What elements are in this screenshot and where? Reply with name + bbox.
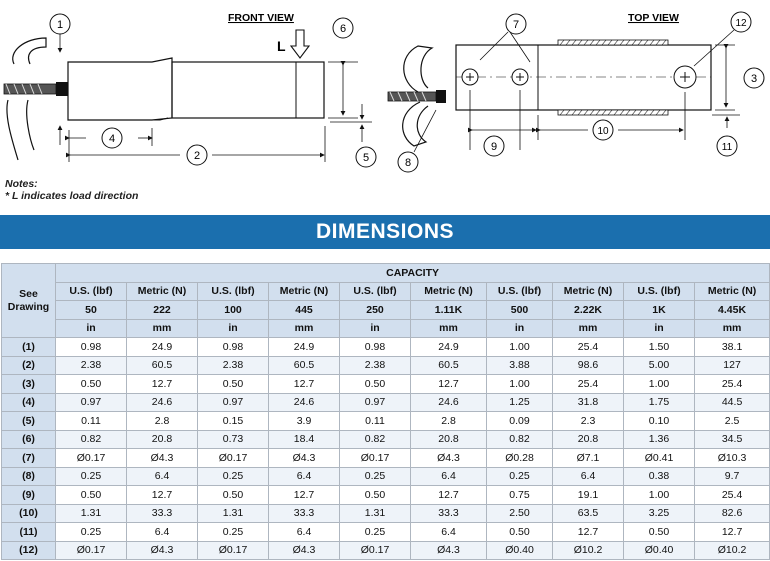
table-cell: Ø0.17	[198, 541, 269, 560]
table-cell: 24.6	[411, 393, 487, 412]
unit-header-cell: U.S. (lbf)	[198, 282, 269, 301]
svg-text:4: 4	[108, 133, 116, 145]
table-cell: 38.1	[695, 338, 770, 357]
table-cell: 0.11	[56, 412, 127, 431]
unit-header-row	[2, 282, 770, 301]
capacity-values-cell: 4.45K	[695, 301, 770, 320]
table-cell: 12.7	[411, 486, 487, 505]
table-cell: 0.38	[624, 467, 695, 486]
table-cell: 2.38	[340, 356, 411, 375]
length-unit-row	[2, 319, 770, 338]
table-cell: 98.6	[553, 356, 624, 375]
top-dimension-lines	[414, 30, 740, 152]
svg-text:1: 1	[56, 19, 64, 31]
table-cell: 0.97	[198, 393, 269, 412]
unit-header-cell: Metric (N)	[269, 282, 340, 301]
table-cell: 6.4	[127, 523, 198, 542]
table-cell: 0.25	[340, 467, 411, 486]
table-cell: 2.8	[411, 412, 487, 431]
svg-text:5: 5	[362, 152, 370, 164]
table-cell: 20.8	[127, 430, 198, 449]
table-cell: 25.4	[695, 375, 770, 394]
table-cell: 0.50	[56, 486, 127, 505]
unit-header-cell: U.S. (lbf)	[624, 282, 695, 301]
table-cell: Ø0.17	[340, 541, 411, 560]
callout-6	[333, 18, 353, 38]
table-cell: 44.5	[695, 393, 770, 412]
table-cell: Ø10.2	[695, 541, 770, 560]
front-cable	[4, 38, 68, 160]
svg-text:9: 9	[490, 141, 498, 153]
table-cell: 0.82	[340, 430, 411, 449]
length-unit-cell: mm	[127, 319, 198, 338]
svg-text:12: 12	[735, 18, 747, 29]
table-cell: 25.4	[695, 486, 770, 505]
table-cell: 12.7	[127, 375, 198, 394]
table-cell: Ø0.28	[487, 449, 553, 468]
table-cell: 0.98	[56, 338, 127, 357]
table-cell: 20.8	[553, 430, 624, 449]
table-cell: Ø10.2	[553, 541, 624, 560]
capacity-values-cell: 2.22K	[553, 301, 624, 320]
table-cell: 0.25	[56, 523, 127, 542]
unit-header-cell: U.S. (lbf)	[56, 282, 127, 301]
table-cell: 12.7	[553, 523, 624, 542]
table-cell: 3.25	[624, 504, 695, 523]
table-cell: Ø0.17	[56, 449, 127, 468]
callout-9	[484, 136, 504, 156]
table-cell: 0.50	[340, 486, 411, 505]
table-cell: 1.31	[340, 504, 411, 523]
table-cell: 60.5	[127, 356, 198, 375]
svg-text:6: 6	[339, 23, 347, 35]
length-unit-cell: in	[198, 319, 269, 338]
see-drawing-header: See Drawing	[2, 264, 56, 338]
row-label: (1)	[2, 338, 56, 357]
capacity-header: CAPACITY	[56, 264, 770, 283]
table-cell: 0.25	[340, 523, 411, 542]
table-row	[2, 430, 770, 449]
length-unit-cell: in	[624, 319, 695, 338]
row-label: (5)	[2, 412, 56, 431]
top-body	[456, 40, 711, 115]
callout-3	[744, 68, 764, 88]
table-cell: 24.9	[269, 338, 340, 357]
table-row	[2, 541, 770, 560]
table-cell: 0.50	[56, 375, 127, 394]
svg-text:10: 10	[597, 126, 609, 137]
table-cell: 1.31	[198, 504, 269, 523]
table-cell: 2.5	[695, 412, 770, 431]
table-cell: 24.6	[269, 393, 340, 412]
table-cell: 0.97	[56, 393, 127, 412]
table-cell: 6.4	[269, 523, 340, 542]
table-row	[2, 356, 770, 375]
notes-title: Notes:	[5, 178, 38, 190]
length-unit-cell: in	[56, 319, 127, 338]
table-cell: 0.50	[340, 375, 411, 394]
table-cell: 0.97	[340, 393, 411, 412]
table-cell: 1.00	[624, 486, 695, 505]
table-cell: 6.4	[127, 467, 198, 486]
capacity-values-cell: 1K	[624, 301, 695, 320]
table-cell: 33.3	[269, 504, 340, 523]
callout-1	[50, 14, 70, 34]
table-cell: 1.31	[56, 504, 127, 523]
table-cell: Ø4.3	[269, 541, 340, 560]
capacity-values-cell: 445	[269, 301, 340, 320]
table-cell: 0.09	[487, 412, 553, 431]
table-cell: Ø0.40	[487, 541, 553, 560]
table-cell: 24.9	[411, 338, 487, 357]
table-cell: 19.1	[553, 486, 624, 505]
unit-header-cell: Metric (N)	[553, 282, 624, 301]
table-row	[2, 467, 770, 486]
table-cell: 1.25	[487, 393, 553, 412]
table-cell: 2.3	[553, 412, 624, 431]
callout-7	[506, 14, 526, 34]
table-cell: 6.4	[411, 467, 487, 486]
table-cell: 9.7	[695, 467, 770, 486]
table-cell: 25.4	[553, 375, 624, 394]
table-cell: 33.3	[127, 504, 198, 523]
table-cell: 12.7	[127, 486, 198, 505]
table-cell: Ø10.3	[695, 449, 770, 468]
table-cell: 60.5	[411, 356, 487, 375]
capacity-values-cell: 1.11K	[411, 301, 487, 320]
notes	[5, 178, 138, 202]
table-row	[2, 412, 770, 431]
unit-header-cell: Metric (N)	[411, 282, 487, 301]
table-cell: 3.9	[269, 412, 340, 431]
top-cable	[388, 46, 446, 146]
capacity-values-cell: 500	[487, 301, 553, 320]
callout-4	[102, 128, 122, 148]
table-cell: 5.00	[624, 356, 695, 375]
table-cell: 6.4	[411, 523, 487, 542]
table-cell: 12.7	[695, 523, 770, 542]
row-label: (10)	[2, 504, 56, 523]
capacity-values-row	[2, 301, 770, 320]
length-unit-cell: mm	[695, 319, 770, 338]
table-cell: 0.25	[487, 467, 553, 486]
row-label: (3)	[2, 375, 56, 394]
table-cell: 3.88	[487, 356, 553, 375]
callout-12	[731, 12, 751, 32]
capacity-values-cell: 250	[340, 301, 411, 320]
table-row	[2, 449, 770, 468]
length-unit-cell: in	[340, 319, 411, 338]
load-marker: L	[277, 38, 286, 54]
table-cell: 0.82	[487, 430, 553, 449]
table-cell: 20.8	[411, 430, 487, 449]
table-cell: 1.00	[624, 375, 695, 394]
unit-header-cell: U.S. (lbf)	[340, 282, 411, 301]
table-cell: 63.5	[553, 504, 624, 523]
table-cell: 1.00	[487, 338, 553, 357]
load-arrow-icon	[291, 30, 309, 58]
callout-10	[593, 120, 613, 140]
table-cell: 1.36	[624, 430, 695, 449]
dimensions-banner	[0, 215, 770, 249]
row-label: (2)	[2, 356, 56, 375]
table-cell: 0.50	[487, 523, 553, 542]
callout-11	[717, 136, 737, 156]
front-body	[68, 58, 324, 120]
table-cell: Ø4.3	[127, 541, 198, 560]
table-cell: Ø0.17	[340, 449, 411, 468]
table-cell: 34.5	[695, 430, 770, 449]
svg-text:8: 8	[404, 157, 412, 169]
table-cell: 0.50	[198, 486, 269, 505]
table-cell: Ø0.41	[624, 449, 695, 468]
svg-text:2: 2	[193, 150, 201, 162]
unit-header-cell: Metric (N)	[127, 282, 198, 301]
table-cell: 2.38	[198, 356, 269, 375]
table-cell: 82.6	[695, 504, 770, 523]
length-unit-cell: mm	[411, 319, 487, 338]
notes-line: * L indicates load direction	[5, 190, 139, 202]
table-cell: 33.3	[411, 504, 487, 523]
row-label: (6)	[2, 430, 56, 449]
row-label: (4)	[2, 393, 56, 412]
table-cell: Ø7.1	[553, 449, 624, 468]
table-cell: 1.50	[624, 338, 695, 357]
table-cell: 1.75	[624, 393, 695, 412]
table-cell: 0.15	[198, 412, 269, 431]
callout-8	[398, 152, 418, 172]
table-cell: 6.4	[553, 467, 624, 486]
callout-2	[187, 145, 207, 165]
table-row	[2, 338, 770, 357]
table-cell: Ø4.3	[411, 541, 487, 560]
row-label: (11)	[2, 523, 56, 542]
table-cell: 24.6	[127, 393, 198, 412]
table-cell: 0.11	[340, 412, 411, 431]
table-cell: 31.8	[553, 393, 624, 412]
row-label: (9)	[2, 486, 56, 505]
table-cell: 0.98	[198, 338, 269, 357]
row-label: (7)	[2, 449, 56, 468]
callout-5	[356, 147, 376, 167]
table-cell: 0.25	[198, 467, 269, 486]
row-label: (8)	[2, 467, 56, 486]
svg-text:3: 3	[750, 73, 758, 85]
table-row	[2, 504, 770, 523]
table-cell: 0.82	[56, 430, 127, 449]
table-cell: Ø0.40	[624, 541, 695, 560]
table-row	[2, 486, 770, 505]
table-cell: 0.10	[624, 412, 695, 431]
table-cell: 24.9	[127, 338, 198, 357]
table-row	[2, 375, 770, 394]
banner-title: DIMENSIONS	[315, 220, 454, 243]
unit-header-cell: U.S. (lbf)	[487, 282, 553, 301]
unit-header-cell: Metric (N)	[695, 282, 770, 301]
capacity-values-cell: 222	[127, 301, 198, 320]
length-unit-cell: in	[487, 319, 553, 338]
dimensions-table	[1, 263, 770, 560]
table-cell: 0.75	[487, 486, 553, 505]
table-cell: 60.5	[269, 356, 340, 375]
table-cell: 2.38	[56, 356, 127, 375]
capacity-values-cell: 100	[198, 301, 269, 320]
capacity-header-row	[2, 264, 770, 283]
table-cell: Ø4.3	[411, 449, 487, 468]
svg-text:11: 11	[721, 142, 733, 153]
table-cell: 12.7	[269, 375, 340, 394]
capacity-values-cell: 50	[56, 301, 127, 320]
length-unit-cell: mm	[269, 319, 340, 338]
top-view-label: TOP VIEW	[628, 12, 679, 24]
table-cell: 0.25	[56, 467, 127, 486]
table-cell: 12.7	[411, 375, 487, 394]
svg-text:7: 7	[512, 19, 520, 31]
table-cell: 0.73	[198, 430, 269, 449]
table-cell: 18.4	[269, 430, 340, 449]
table-cell: 0.25	[198, 523, 269, 542]
table-cell: 6.4	[269, 467, 340, 486]
table-cell: Ø4.3	[269, 449, 340, 468]
table-cell: Ø0.17	[56, 541, 127, 560]
table-cell: 0.98	[340, 338, 411, 357]
table-cell: 0.50	[624, 523, 695, 542]
table-row	[2, 393, 770, 412]
table-cell: 2.50	[487, 504, 553, 523]
table-cell: 1.00	[487, 375, 553, 394]
table-cell: Ø4.3	[127, 449, 198, 468]
front-view-label: FRONT VIEW	[228, 12, 294, 24]
table-cell: 127	[695, 356, 770, 375]
table-cell: 12.7	[269, 486, 340, 505]
table-cell: Ø0.17	[198, 449, 269, 468]
table-cell: 25.4	[553, 338, 624, 357]
length-unit-cell: mm	[553, 319, 624, 338]
row-label: (12)	[2, 541, 56, 560]
table-cell: 2.8	[127, 412, 198, 431]
table-row	[2, 523, 770, 542]
table-cell: 0.50	[198, 375, 269, 394]
